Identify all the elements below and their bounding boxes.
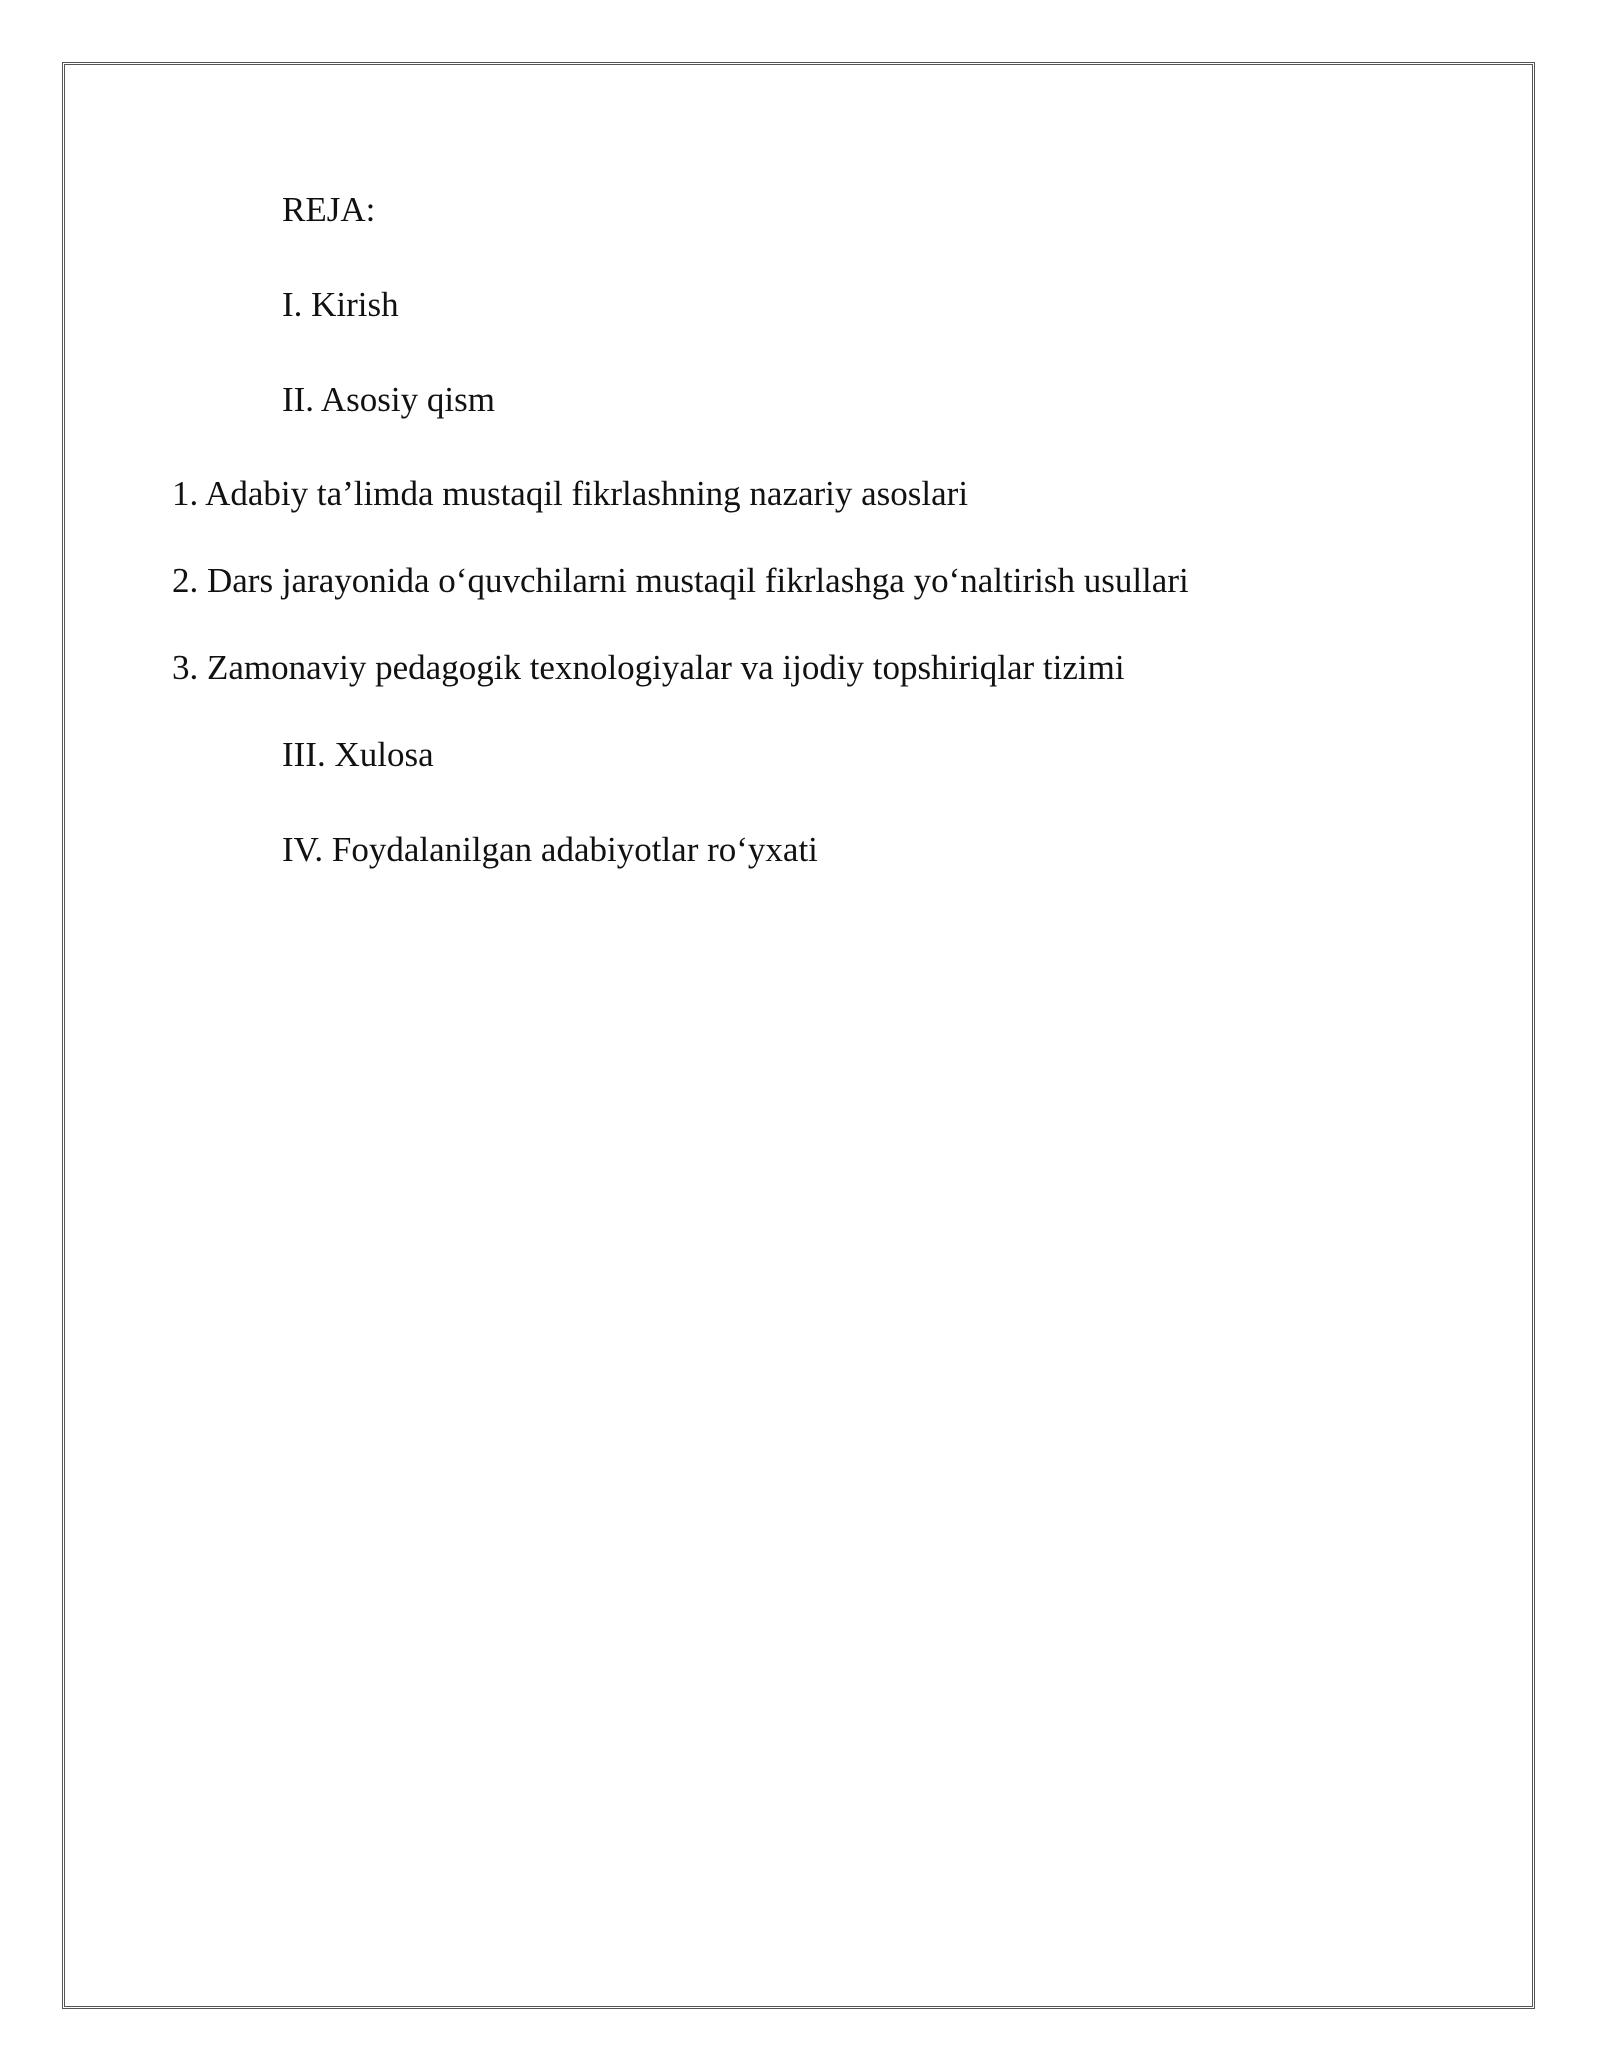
subsection-3: 3. Zamonaviy pedagogik texnologiyalar va ijodiy topshiriqlar tizimi [172,648,1125,687]
plan-heading: REJA: [282,190,376,229]
subsection-1: 1. Adabiy ta’limda mustaqil fikrlashning nazariy asoslari [172,474,969,513]
section-references: IV. Foydalanilgan adabiyotlar ro‘yxati [282,830,818,869]
section-introduction: I. Kirish [282,285,399,324]
page-frame [62,62,1535,2009]
section-main-part: II. Asosiy qism [282,380,495,419]
subsection-2: 2. Dars jarayonida o‘quvchilarni mustaqil fikrlashga yo‘naltirish usullari [172,561,1189,600]
section-conclusion: III. Xulosa [282,735,434,774]
